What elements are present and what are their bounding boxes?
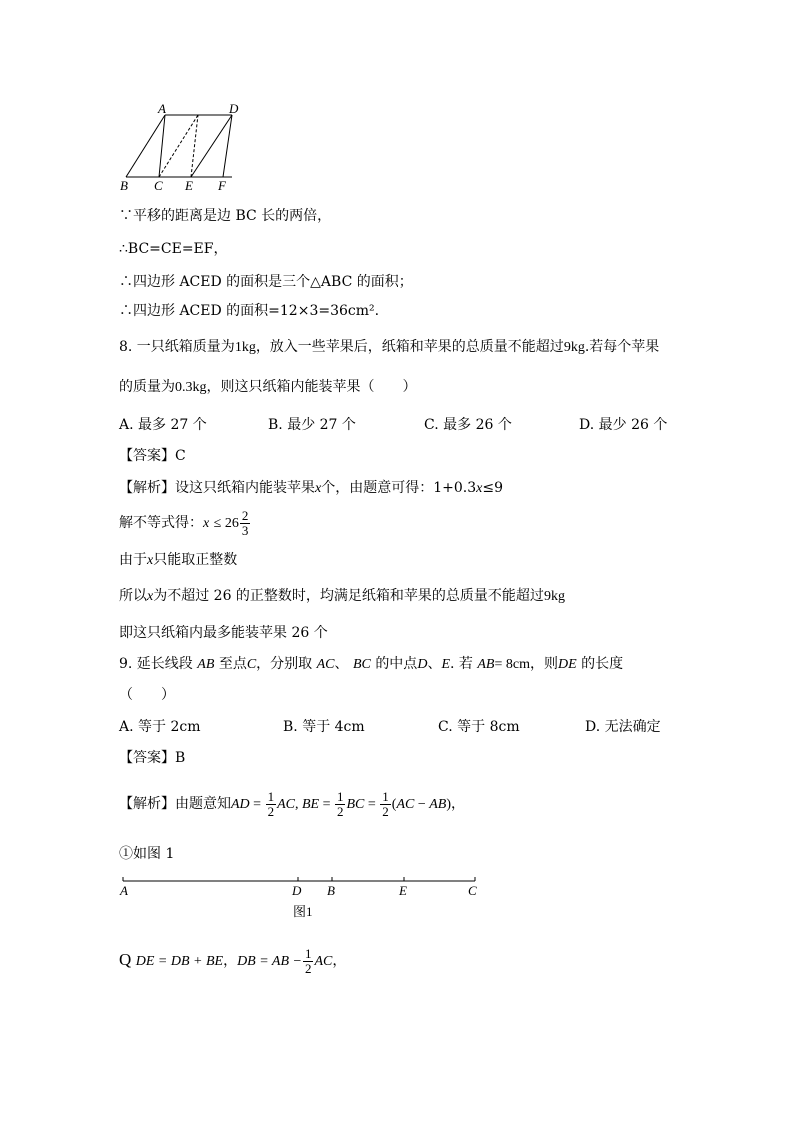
- point-label: C: [154, 178, 163, 193]
- q9-figure-label: ①如图 1: [119, 846, 175, 862]
- segment-ac: [159, 115, 165, 177]
- point-label: B: [120, 178, 128, 193]
- q8-option-a: A. 最多 27 个: [119, 417, 207, 433]
- q9-option-a: A. 等于 2cm: [119, 719, 201, 735]
- dashed-c-top: [159, 115, 198, 177]
- point-label: E: [399, 883, 407, 898]
- q9-stem: 9. 延长线段 AB 至点C，分别取 AC、 BC 的中点D、E. 若 AB= 8cm，则DE 的长度: [119, 656, 624, 672]
- point-label: E: [185, 178, 193, 193]
- q9-analysis: 【解析】由题意知AD = $\frac{1}{2}$ AC, BE = $\frac{1}{2}$ BC = $\frac{1}{2}$ (AC − AB)，: [119, 788, 466, 819]
- q8-line3: 由于x只能取正整数: [119, 552, 238, 568]
- point-label: D: [229, 101, 239, 116]
- segment-ed: [191, 115, 232, 177]
- q8-stem-2: 的质量为0.3kg，则这只纸箱内能装苹果（ ）: [119, 379, 417, 395]
- point-label: C: [468, 883, 477, 898]
- point-label: B: [327, 883, 335, 898]
- line-figure-1: [115, 872, 485, 922]
- proof-line: ∴四边形 ACED 的面积=12×3=36cm².: [119, 303, 380, 319]
- q8-analysis: 【解析】设这只纸箱内能装苹果x个，由题意可得：1+0.3x≤9: [119, 480, 503, 496]
- q9-option-d: D. 无法确定: [585, 719, 661, 735]
- q9-answer: 【答案】B: [119, 750, 186, 766]
- point-label: A: [120, 883, 128, 898]
- segment-ab: [126, 115, 165, 177]
- q8-answer: 【答案】C: [119, 448, 186, 464]
- proof-line: ∴四边形 ACED 的面积是三个△ABC 的面积；: [119, 274, 413, 290]
- q8-stem: 8. 一只纸箱质量为1kg，放入一些苹果后，纸箱和苹果的总质量不能超过9kg.若每个苹果: [119, 339, 660, 355]
- fraction: $\frac{2}{3}$: [241, 507, 249, 538]
- point-label: F: [218, 178, 226, 193]
- q8-option-c: C. 最多 26 个: [424, 417, 512, 433]
- q9-final-line: Q DE = DB + BE，DB = AB − $\frac{1}{2}$ AC，: [119, 945, 347, 976]
- q8-solve: 解不等式得：x ≤ 26 $\frac{2}{3}$: [119, 507, 249, 538]
- proof-line: ∴BC=CE=EF，: [119, 241, 228, 257]
- figure-caption: 图1: [293, 904, 313, 919]
- q8-option-b: B. 最少 27 个: [268, 417, 356, 433]
- q9-option-b: B. 等于 4cm: [283, 719, 365, 735]
- point-label: A: [158, 101, 166, 116]
- point-label: D: [292, 883, 302, 898]
- q8-option-d: D. 最少 26 个: [579, 417, 668, 433]
- q8-line5: 即这只纸箱内最多能装苹果 26 个: [119, 625, 328, 641]
- segment-fd: [223, 115, 232, 177]
- parallelogram-figure: [112, 98, 247, 196]
- q8-line4: 所以x为不超过 26 的正整数时，均满足纸箱和苹果的总质量不能超过9kg: [119, 588, 565, 604]
- q9-option-c: C. 等于 8cm: [438, 719, 520, 735]
- q9-stem-2: （ ）: [119, 687, 175, 703]
- proof-line: ∵平移的距离是边 BC 长的两倍，: [119, 208, 332, 224]
